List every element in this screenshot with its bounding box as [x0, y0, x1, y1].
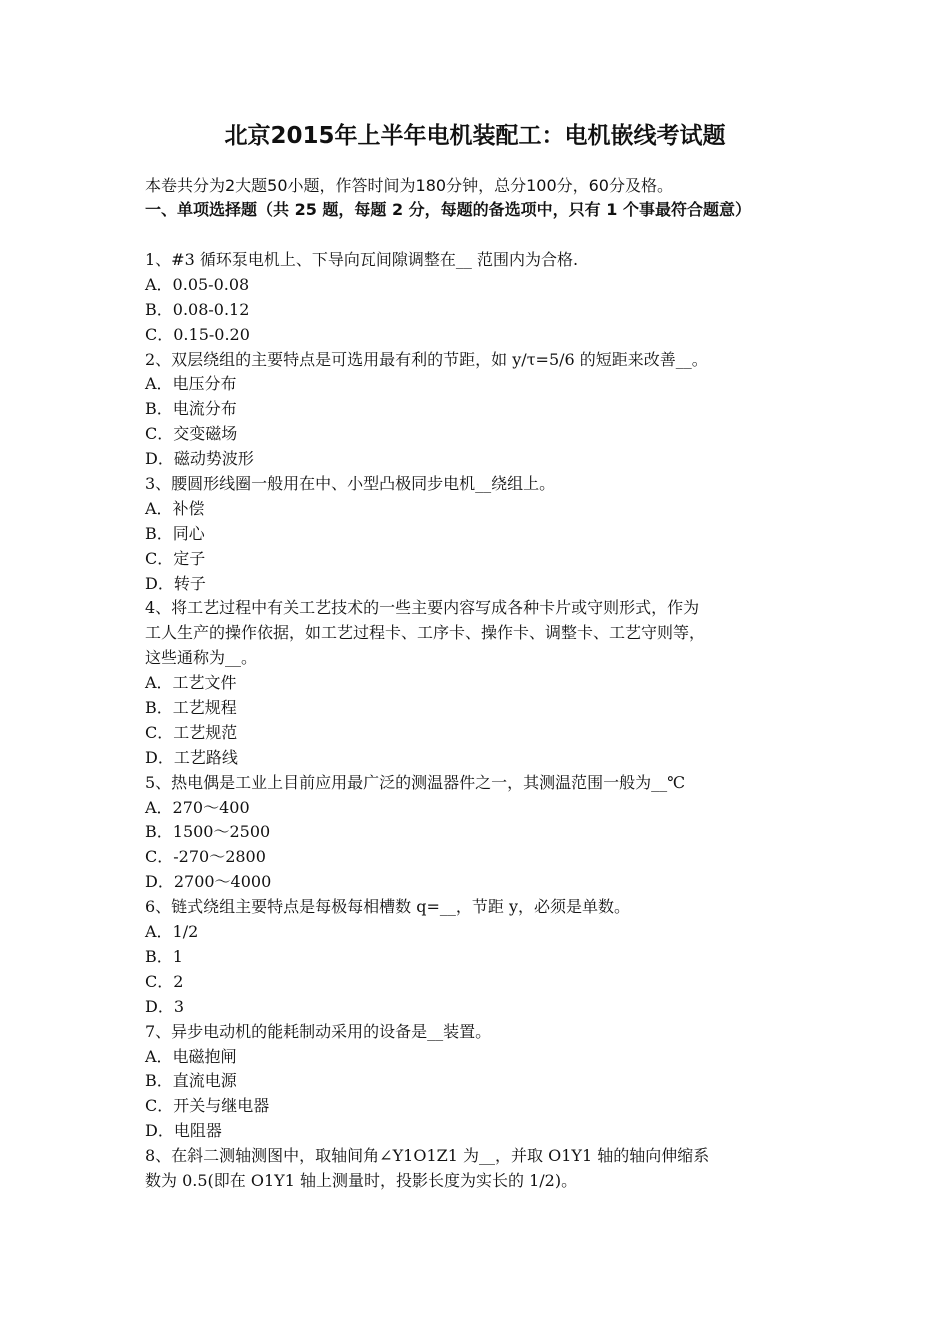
question-stem: 3、腰圆形线圈一般用在中、小型凸极同步电机__绕组上。	[145, 474, 556, 494]
option-b: B．0.08-0.12	[145, 299, 250, 319]
section-heading: 一、单项选择题（共 25 题，每题 2 分，每题的备选项中，只有 1 个事最符合题意）	[145, 200, 751, 219]
document-body	[145, 174, 810, 1194]
option-a: A．270～400	[145, 797, 250, 817]
question-5	[145, 771, 810, 895]
option-b: B．电流分布	[145, 399, 237, 419]
option-b: B．1	[145, 946, 183, 966]
option-d: D．2700～4000	[145, 872, 272, 892]
question-stem-line-3: 这些通称为__。	[145, 648, 258, 668]
option-c: C．2	[145, 971, 184, 991]
question-stem: 5、热电偶是工业上目前应用最广泛的测温器件之一，其测温范围一般为__℃	[145, 772, 686, 792]
question-stem: 2、双层绕组的主要特点是可选用最有利的节距，如 y/τ=5/6 的短距来改善__。	[145, 349, 708, 369]
question-6	[145, 895, 810, 1019]
option-d: D．转子	[145, 573, 206, 593]
question-stem-line-2: 数为 0.5(即在 O1Y1 轴上测量时，投影长度为实长的 1/2)。	[145, 1170, 578, 1190]
option-c: C．定子	[145, 548, 206, 568]
option-c: C．开关与继电器	[145, 1096, 270, 1116]
question-8	[145, 1144, 810, 1194]
option-b: B．同心	[145, 523, 205, 543]
option-b: B．1500～2500	[145, 822, 271, 842]
question-stem-line-1: 4、将工艺过程中有关工艺技术的一些主要内容写成各种卡片或守则形式，作为	[145, 598, 700, 618]
option-c: C．0.15-0.20	[145, 324, 250, 344]
option-a: A．工艺文件	[145, 673, 237, 693]
question-4	[145, 596, 810, 770]
question-stem-line-1: 8、在斜二测轴测图中，取轴间角∠Y1O1Z1 为__，并取 O1Y1 轴的轴向伸缩系	[145, 1146, 710, 1166]
option-c: C．交变磁场	[145, 424, 238, 444]
question-stem: 6、链式绕组主要特点是每极每相槽数 q=__，节距 y，必须是单数。	[145, 897, 631, 917]
option-a: A．电磁抱闸	[145, 1046, 237, 1066]
option-a: A．补偿	[145, 498, 205, 518]
option-c: C．工艺规范	[145, 722, 238, 742]
option-d: D．磁动势波形	[145, 449, 254, 469]
option-c: C．-270～2800	[145, 847, 266, 867]
question-stem-line-2: 工人生产的操作依据，如工艺过程卡、工序卡、操作卡、调整卡、工艺守则等，	[145, 623, 706, 643]
question-stem: 7、异步电动机的能耗制动采用的设备是__装置。	[145, 1021, 492, 1041]
exam-intro: 本卷共分为2大题50小题，作答时间为180分钟，总分100分，60分及格。	[145, 176, 673, 195]
option-b: B．直流电源	[145, 1071, 237, 1091]
document-title: 北京2015年上半年电机装配工：电机嵌线考试题	[224, 123, 726, 149]
option-d: D．电阻器	[145, 1121, 222, 1141]
question-7	[145, 1020, 810, 1144]
option-a: A．0.05-0.08	[145, 274, 250, 294]
option-a: A．电压分布	[145, 374, 237, 394]
question-3	[145, 472, 810, 596]
option-a: A．1/2	[145, 922, 199, 942]
option-d: D．3	[145, 996, 185, 1016]
question-2	[145, 348, 810, 472]
option-b: B．工艺规程	[145, 698, 237, 718]
question-1	[145, 246, 810, 348]
option-d: D．工艺路线	[145, 747, 238, 767]
question-stem: 1、#3 循环泵电机上、下导向瓦间隙调整在__ 范围内为合格.	[145, 250, 579, 269]
